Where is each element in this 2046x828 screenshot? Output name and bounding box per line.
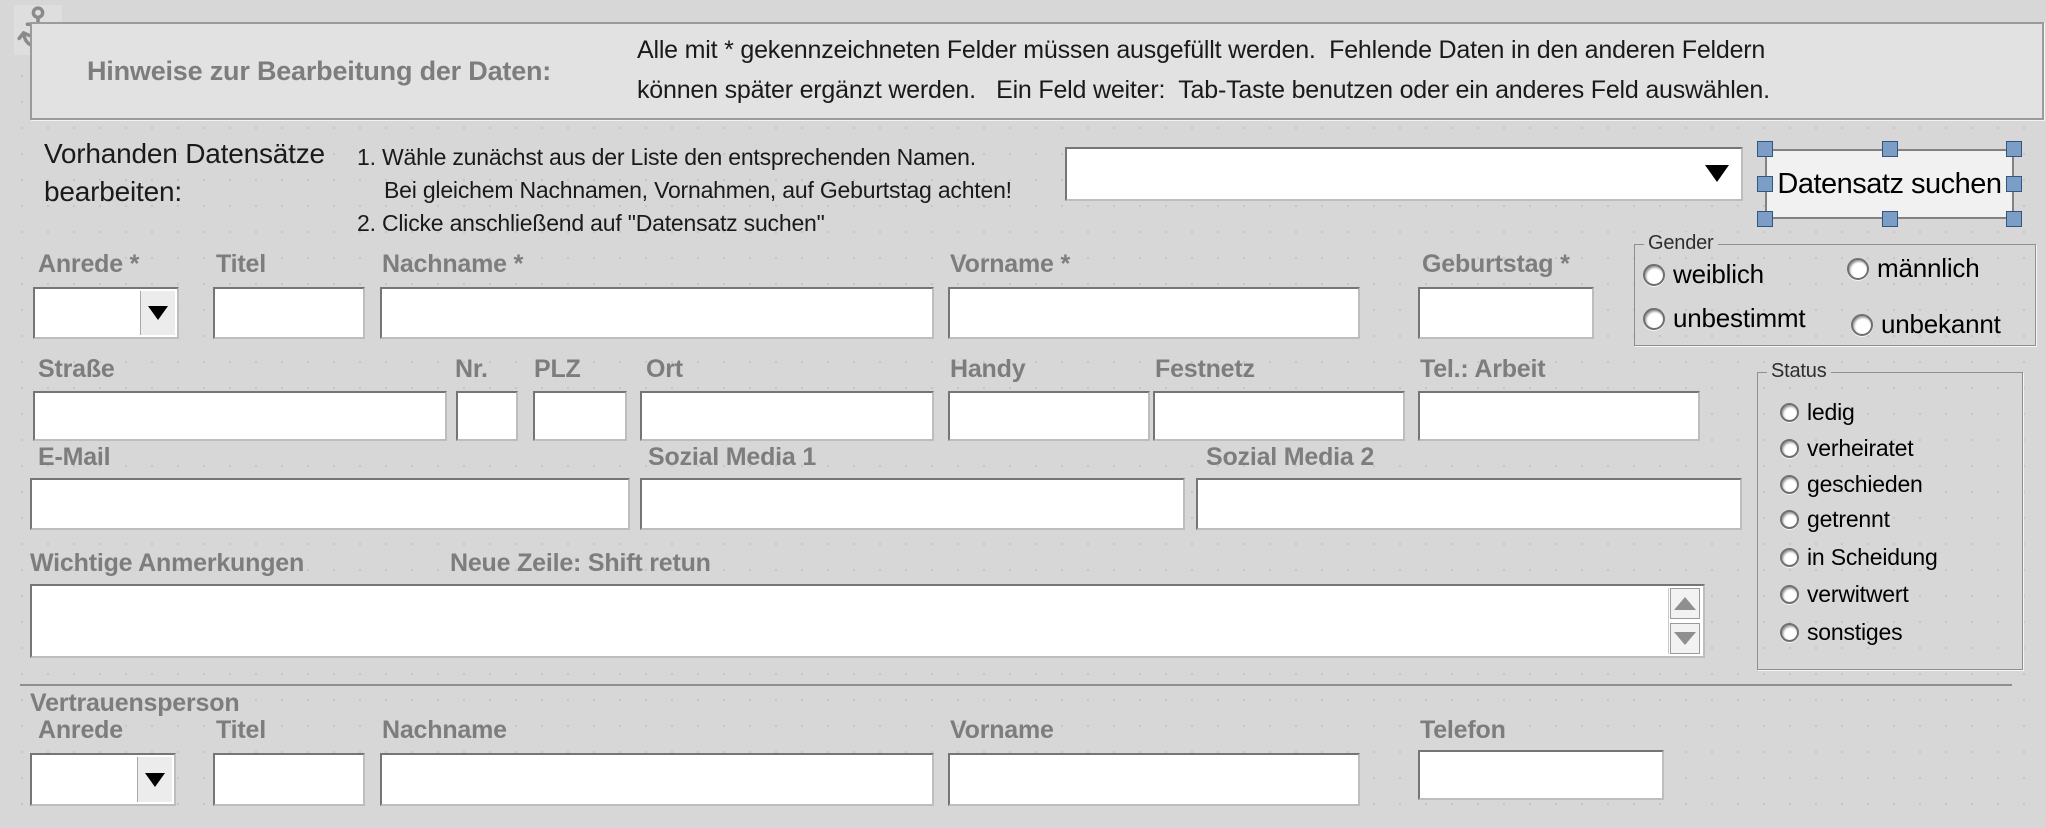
nr-label: Nr. — [455, 355, 488, 383]
radio-icon — [1643, 264, 1665, 286]
radio-icon — [1780, 548, 1799, 567]
vp-vorname-label: Vorname — [950, 716, 1054, 744]
radio-icon — [1780, 510, 1799, 529]
notes-title: Hinweise zur Bearbeitung der Daten: — [87, 55, 552, 86]
radio-icon — [1780, 475, 1799, 494]
notes-panel — [30, 22, 2044, 120]
anmerkungen-hint: Neue Zeile: Shift retun — [450, 549, 711, 577]
vp-anrede-label: Anrede — [38, 716, 123, 744]
radio-icon — [1851, 314, 1873, 336]
titel-input[interactable] — [213, 287, 365, 339]
anmerkungen-scrollbar[interactable] — [1668, 588, 1701, 654]
selection-handle-top-left[interactable] — [1757, 141, 1773, 157]
records-label — [44, 135, 325, 211]
radio-geschieden[interactable] — [1780, 471, 1923, 498]
chevron-down-icon[interactable] — [1705, 165, 1729, 182]
radio-unbestimmt-label: unbestimmt — [1673, 303, 1806, 333]
radio-icon — [1780, 403, 1799, 422]
radio-verwitwert[interactable] — [1780, 581, 1909, 608]
scroll-up-button[interactable] — [1670, 588, 1700, 619]
radio-ledig[interactable] — [1780, 399, 1855, 426]
vp-telefon-input[interactable] — [1418, 750, 1664, 800]
festnetz-label: Festnetz — [1155, 355, 1255, 383]
vp-anrede-select[interactable] — [30, 753, 176, 806]
radio-icon — [1847, 258, 1869, 280]
ort-label: Ort — [646, 355, 683, 383]
strasse-label: Straße — [38, 355, 115, 383]
search-record-button-selection — [1765, 149, 2014, 219]
status-group-legend: Status — [1767, 360, 1831, 383]
vorname-label: Vorname * — [950, 250, 1071, 278]
sozial2-input[interactable] — [1196, 478, 1742, 530]
anmerkungen-box — [30, 584, 1705, 658]
selection-handle-top-center[interactable] — [1882, 141, 1898, 157]
ort-input[interactable] — [640, 391, 934, 441]
chevron-down-icon[interactable] — [137, 757, 172, 802]
notes-line-1: Alle mit * gekennzeichneten Felder müssen ausgefüllt werden. Fehlende Daten in den anderen Feldern — [637, 36, 1766, 64]
vertrauensperson-title: Vertrauensperson — [30, 689, 240, 717]
radio-in-scheidung[interactable] — [1780, 544, 1938, 571]
email-input[interactable] — [30, 478, 630, 530]
radio-weiblich-label: weiblich — [1673, 259, 1764, 289]
vorname-input[interactable] — [948, 287, 1360, 339]
radio-verheiratet[interactable] — [1780, 435, 1913, 462]
records-label-line-1: Vorhanden Datensätze — [44, 138, 325, 169]
radio-unbekannt-label: unbekannt — [1881, 309, 2001, 339]
selection-handle-top-right[interactable] — [2006, 141, 2022, 157]
radio-verwitwert-label: verwitwert — [1807, 581, 1909, 607]
scroll-down-button[interactable] — [1670, 623, 1700, 654]
instruction-line-3: 2. Clicke anschließend auf "Datensatz suchen" — [357, 210, 825, 236]
anmerkungen-label: Wichtige Anmerkungen — [30, 549, 305, 577]
strasse-input[interactable] — [33, 391, 447, 441]
radio-sonstiges-label: sonstiges — [1807, 619, 1903, 645]
radio-getrennt[interactable] — [1780, 506, 1890, 533]
geburtstag-label: Geburtstag * — [1422, 250, 1570, 278]
selection-handle-mid-left[interactable] — [1757, 176, 1773, 192]
selection-handle-bottom-left[interactable] — [1757, 211, 1773, 227]
email-label: E-Mail — [38, 443, 111, 471]
notes-line-2: können später ergänzt werden. Ein Feld weiter: Tab-Taste benutzen oder ein anderes Feld auswählen. — [637, 76, 1770, 104]
radio-icon — [1780, 439, 1799, 458]
radio-unbestimmt[interactable] — [1643, 303, 1805, 334]
plz-input[interactable] — [533, 391, 627, 441]
record-select-input[interactable] — [1071, 151, 1685, 197]
nachname-label: Nachname * — [382, 250, 524, 278]
radio-maennlich-label: männlich — [1877, 253, 1980, 283]
records-instructions — [357, 141, 1012, 240]
radio-icon — [1780, 623, 1799, 642]
vp-telefon-label: Telefon — [1420, 716, 1506, 744]
section-separator — [20, 684, 2012, 686]
anmerkungen-textarea[interactable] — [36, 588, 1660, 656]
selection-handle-bottom-center[interactable] — [1882, 211, 1898, 227]
vp-nachname-input[interactable] — [380, 753, 934, 806]
sozial1-input[interactable] — [640, 478, 1185, 530]
radio-ledig-label: ledig — [1807, 399, 1855, 425]
radio-icon — [1643, 308, 1665, 330]
radio-in-scheidung-label: in Scheidung — [1807, 544, 1938, 570]
tel-arbeit-label: Tel.: Arbeit — [1420, 355, 1546, 383]
search-record-button[interactable]: Datensatz suchen — [1766, 150, 2013, 218]
radio-weiblich[interactable] — [1643, 259, 1764, 290]
plz-label: PLZ — [534, 355, 581, 383]
radio-maennlich[interactable] — [1847, 253, 1979, 284]
selection-handle-mid-right[interactable] — [2006, 176, 2022, 192]
vp-nachname-label: Nachname — [382, 716, 507, 744]
gender-group-legend: Gender — [1644, 232, 1718, 255]
handy-label: Handy — [950, 355, 1026, 383]
festnetz-input[interactable] — [1153, 391, 1405, 441]
sozial1-label: Sozial Media 1 — [648, 443, 817, 471]
radio-unbekannt[interactable] — [1851, 309, 2001, 340]
record-select[interactable] — [1065, 147, 1743, 201]
chevron-down-icon[interactable] — [140, 291, 175, 335]
radio-geschieden-label: geschieden — [1807, 471, 1923, 497]
nachname-input[interactable] — [380, 287, 934, 339]
nr-input[interactable] — [456, 391, 518, 441]
radio-getrennt-label: getrennt — [1807, 506, 1890, 532]
selection-handle-bottom-right[interactable] — [2006, 211, 2022, 227]
vp-titel-label: Titel — [216, 716, 266, 744]
instruction-line-2: Bei gleichem Nachnamen, Vornahmen, auf Geburtstag achten! — [384, 177, 1012, 203]
radio-sonstiges[interactable] — [1780, 619, 1902, 646]
anrede-select[interactable] — [33, 287, 179, 339]
handy-input[interactable] — [948, 391, 1150, 441]
tel-arbeit-input[interactable] — [1418, 391, 1700, 441]
vp-titel-input[interactable] — [213, 753, 365, 806]
radio-verheiratet-label: verheiratet — [1807, 435, 1914, 461]
arrow-down-icon — [1674, 632, 1696, 645]
records-label-line-2: bearbeiten: — [44, 176, 182, 207]
geburtstag-input[interactable] — [1418, 287, 1594, 339]
instruction-line-1: 1. Wähle zunächst aus der Liste den entsprechenden Namen. — [357, 144, 976, 170]
sozial2-label: Sozial Media 2 — [1206, 443, 1375, 471]
titel-label: Titel — [216, 250, 266, 278]
anrede-label: Anrede * — [38, 250, 140, 278]
vp-vorname-input[interactable] — [948, 753, 1360, 806]
status-group — [1757, 360, 2023, 670]
gender-group — [1634, 232, 2036, 346]
arrow-up-icon — [1674, 597, 1696, 610]
radio-icon — [1780, 585, 1799, 604]
